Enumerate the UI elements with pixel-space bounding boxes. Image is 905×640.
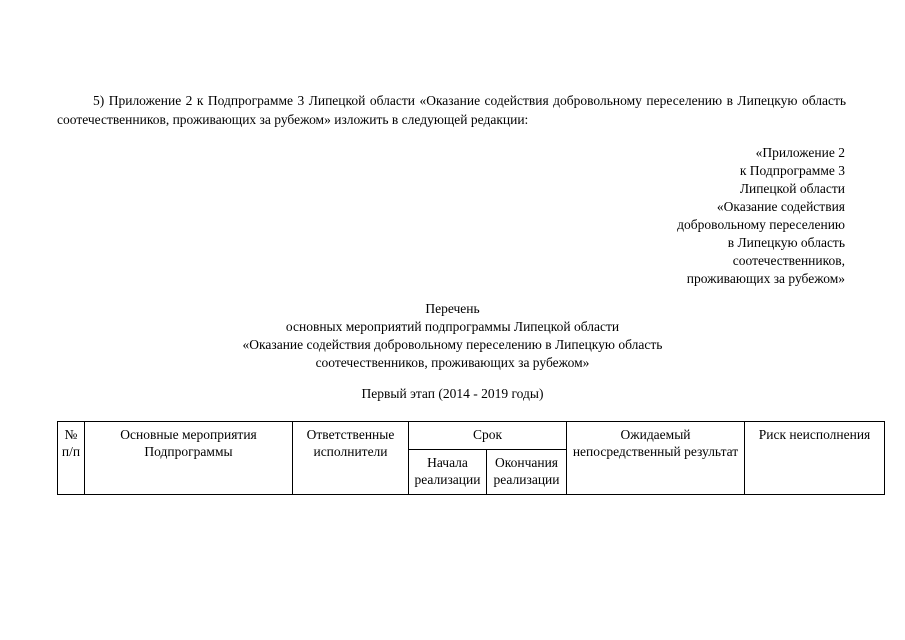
annex-line: Липецкой области: [739, 181, 845, 196]
annex-line: соотечественников,: [732, 253, 845, 268]
header-start: Начала реализации: [409, 450, 487, 495]
annex-line: в Липецкую область: [727, 235, 845, 250]
header-responsible: Ответственные исполнители: [293, 422, 409, 495]
header-num: № п/п: [58, 422, 85, 495]
title-line: Перечень: [425, 301, 480, 316]
header-events: Основные мероприятия Подпрограммы: [85, 422, 293, 495]
table-header-row: [58, 422, 885, 450]
header-risk: Риск неисполнения: [745, 422, 885, 495]
header-term: Срок: [409, 422, 567, 450]
events-table: [57, 421, 885, 495]
annex-line: «Приложение 2: [755, 145, 845, 160]
annex-line: добровольному переселению: [677, 217, 845, 232]
annex-line: «Оказание содействия: [716, 199, 845, 214]
intro-paragraph: 5) Приложение 2 к Подпрограмме 3 Липецкой области «Оказание содействия добровольному переселению в Липецкую область соотечественников, проживающих за рубежом» изложить в следующей редакции:: [57, 93, 846, 127]
title-line: «Оказание содействия добровольному переселению в Липецкую область: [242, 337, 663, 352]
stage-heading: Первый этап (2014 - 2019 годы): [361, 386, 544, 401]
header-end: Окончания реализации: [487, 450, 567, 495]
document-title: [0, 300, 905, 372]
header-result: Ожидаемый непосредственный результат: [567, 422, 745, 495]
annex-heading: [585, 144, 845, 288]
annex-line: к Подпрограмме 3: [739, 163, 845, 178]
title-line: соотечественников, проживающих за рубежом»: [315, 355, 590, 370]
title-line: основных мероприятий подпрограммы Липецкой области: [285, 319, 620, 334]
annex-line: проживающих за рубежом»: [686, 271, 845, 286]
